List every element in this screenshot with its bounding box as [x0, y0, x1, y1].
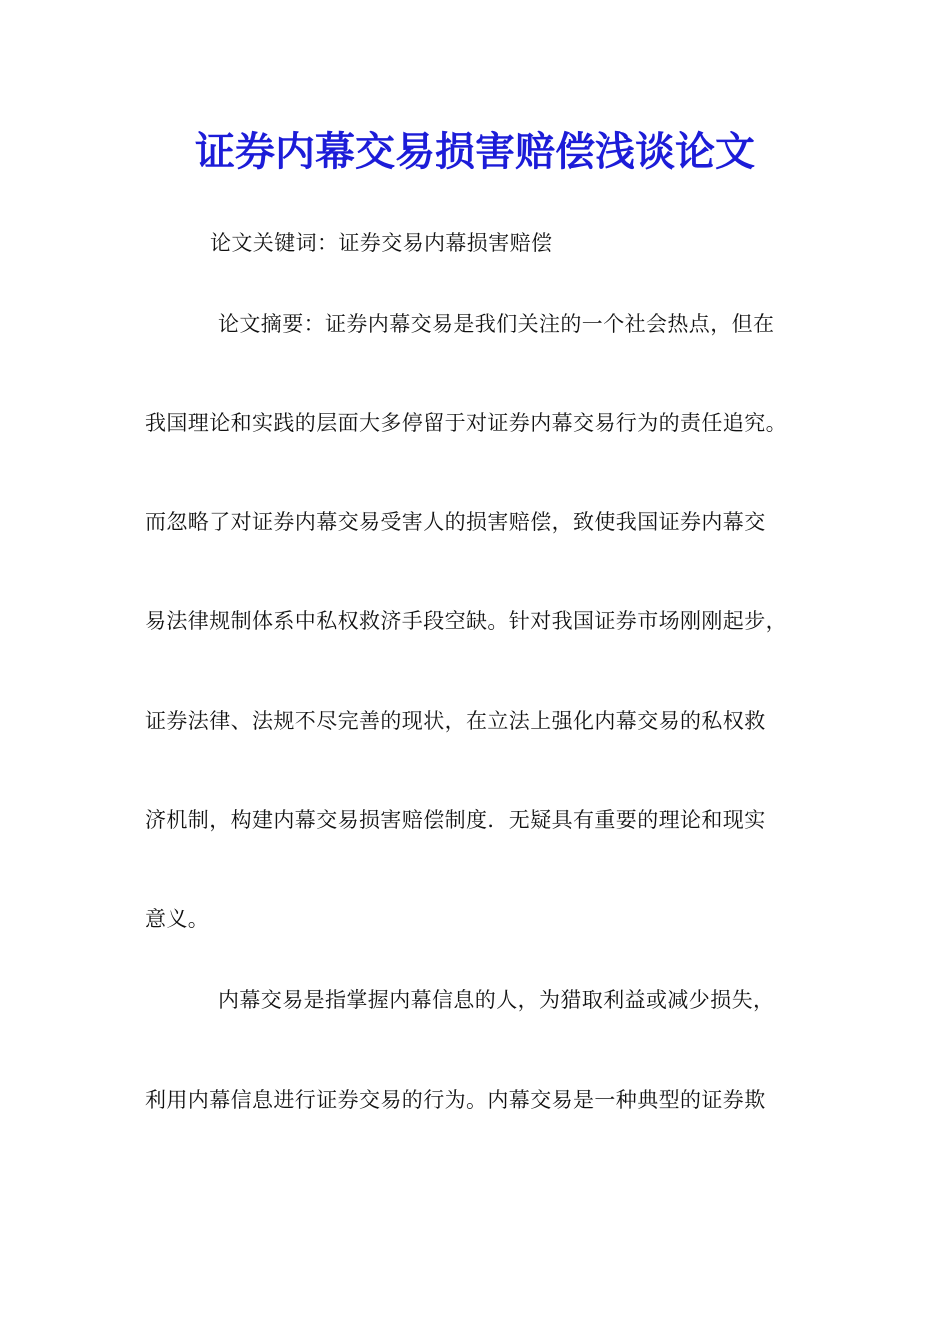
- body-line: 内幕交易是指掌握内幕信息的人，为猎取利益或减少损失，: [218, 988, 775, 1012]
- abstract-line: 济机制，构建内幕交易损害赔偿制度．无疑具有重要的理论和现实: [145, 808, 766, 832]
- abstract-line: 意义。: [145, 907, 210, 931]
- document-title: 证券内幕交易损害赔偿浅谈论文: [195, 128, 755, 175]
- abstract-line: 论文摘要：证券内幕交易是我们关注的一个社会热点，但在: [218, 312, 775, 336]
- abstract-line: 我国理论和实践的层面大多停留于对证券内幕交易行为的责任追究。: [145, 411, 787, 435]
- abstract-line: 而忽略了对证券内幕交易受害人的损害赔偿，致使我国证券内幕交: [145, 510, 766, 534]
- abstract-line: 证券法律、法规不尽完善的现状，在立法上强化内幕交易的私权救: [145, 709, 766, 733]
- body-line: 利用内幕信息进行证券交易的行为。内幕交易是一种典型的证券欺: [145, 1088, 766, 1112]
- abstract-line: 易法律规制体系中私权救济手段空缺。针对我国证券市场刚刚起步，: [145, 609, 787, 633]
- keywords-line: 论文关键词：证券交易内幕损害赔偿: [210, 231, 553, 255]
